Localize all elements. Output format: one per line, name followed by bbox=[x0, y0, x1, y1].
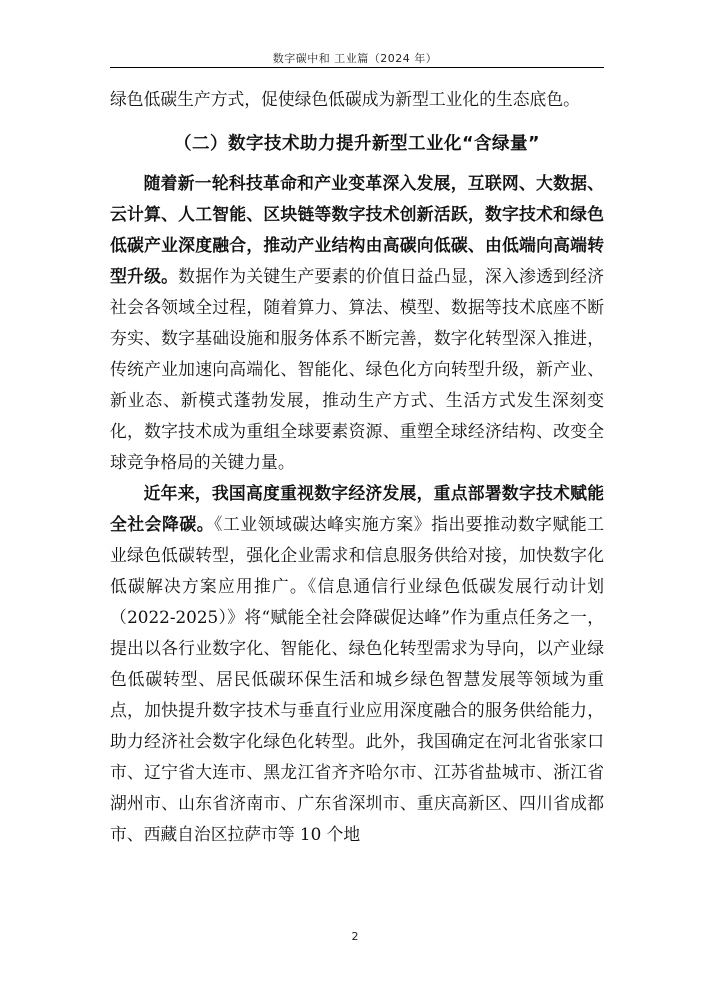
paragraph-policy bbox=[110, 478, 604, 850]
paragraph-body-text: 《工业领域碳达峰实施方案》指出要推动数字赋能工业绿色低碳转型，强化企业需求和信息服务供给对接，加快数字化低碳解决方案应用推广。《信息通信行业绿色低碳发展行动计划（2022-2025）》将“赋能全社会降碳促达峰”作为重点任务之一，提出以各行业数字化、智能化、绿色化转型需求为导向，以产业绿色低碳转型、居民低碳环保生活和城乡绿色智慧发展等领域为重点，加快提升数字技术与垂直行业应用深度融合的服务供给能力，助力经济社会数字化绿色化转型。此外，我国确定在河北省张家口市、辽宁省大连市、黑龙江省齐齐哈尔市、江苏省盐城市、浙江省湖州市、山东省济南市、广东省深圳市、重庆高新区、四川省成都市、西藏自治区拉萨市等 10 个地 bbox=[110, 514, 604, 844]
paragraph-lead-sentence: 近年来，我国高度重视数字经济发展，重点部署数字技术赋能全社会降碳。 bbox=[110, 483, 604, 534]
continuation-paragraph: 绿色低碳生产方式，促使绿色低碳成为新型工业化的生态底色。 bbox=[110, 89, 580, 109]
page-number: 2 bbox=[351, 930, 359, 943]
header-rule bbox=[110, 67, 604, 68]
page-body bbox=[110, 84, 604, 850]
paragraph-lead-sentence: 随着新一轮科技革命和产业变革深入发展，互联网、大数据、云计算、人工智能、区块链等数字技术创新活跃，数字技术和绿色低碳产业深度融合，推动产业结构由高碳向低碳、由低端向高端转型升级。 bbox=[110, 173, 604, 286]
section-heading: （二）数字技术助力提升新型工业化“含绿量” bbox=[173, 134, 540, 154]
running-header: 数字碳中和 工业篇（2024 年） bbox=[272, 52, 438, 65]
paragraph-digital-tech bbox=[110, 168, 604, 478]
paragraph-body-text: 数据作为关键生产要素的价值日益凸显，深入渗透到经济社会各领域全过程，随着算力、算法、模型、数据等技术底座不断夯实、数字基础设施和服务体系不断完善，数字化转型深入推进，传统产业加速向高端化、智能化、绿色化方向转型升级，新产业、新业态、新模式蓬勃发展，推动生产方式、生活方式发生深刻变化，数字技术成为重组全球要素资源、重塑全球经济结构、改变全球竞争格局的关键力量。 bbox=[110, 266, 604, 472]
